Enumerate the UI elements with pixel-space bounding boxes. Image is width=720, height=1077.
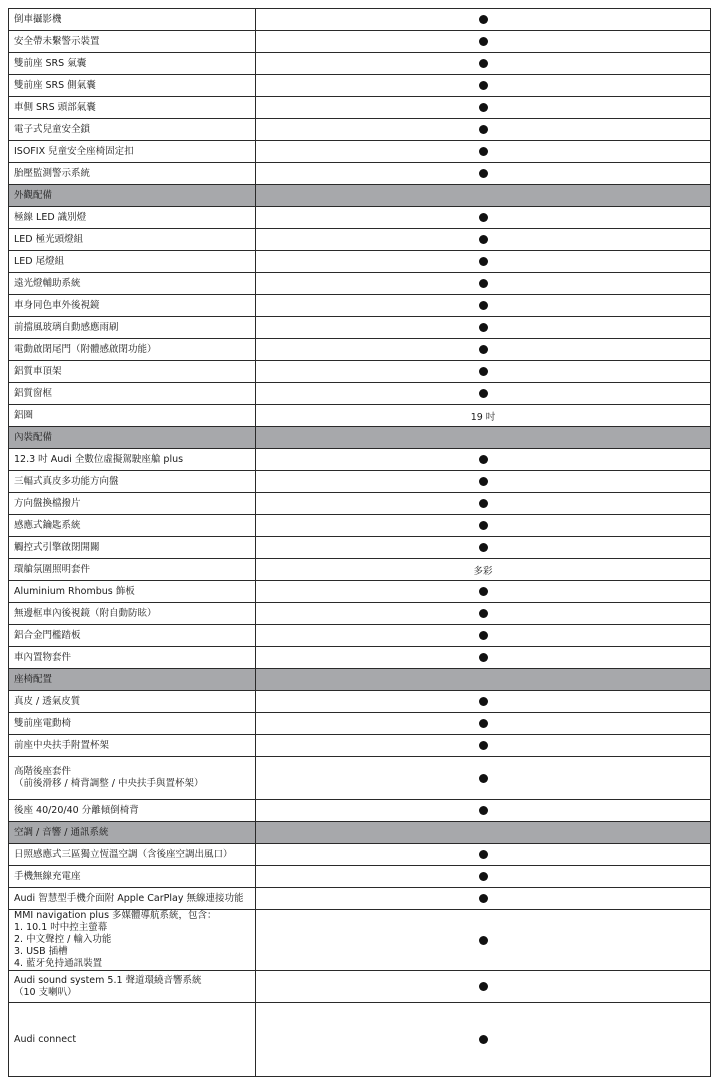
spec-row <box>9 163 711 185</box>
feature-line: 4. 藍牙免持通訊裝置 <box>14 958 103 969</box>
feature-name: 真皮 / 透氣皮質 <box>9 691 256 713</box>
feature-name: 雙前座 SRS 側氣囊 <box>9 75 256 97</box>
standard-dot-icon <box>479 719 488 728</box>
feature-name: 車側 SRS 頭部氣囊 <box>9 97 256 119</box>
spec-value: 19 吋 <box>470 411 496 423</box>
availability-cell <box>256 207 711 229</box>
standard-dot-icon <box>479 279 488 288</box>
availability-cell <box>256 493 711 515</box>
availability-cell <box>256 119 711 141</box>
feature-line: （10 支喇叭） <box>14 986 77 998</box>
spec-row <box>9 866 711 888</box>
feature-name: 電動啟閉尾門（附體感啟閉功能） <box>9 339 256 361</box>
standard-dot-icon <box>479 455 488 464</box>
spec-row <box>9 405 711 427</box>
spec-row <box>9 1003 711 1077</box>
spec-row <box>9 713 711 735</box>
section-blank-cell <box>256 669 711 691</box>
standard-dot-icon <box>479 609 488 618</box>
standard-dot-icon <box>479 125 488 134</box>
spec-table <box>8 8 711 1077</box>
feature-name <box>9 910 256 971</box>
standard-dot-icon <box>479 389 488 398</box>
availability-cell <box>256 75 711 97</box>
availability-cell <box>256 317 711 339</box>
section-header <box>9 822 711 844</box>
feature-name: 日照感應式三區獨立恆溫空調（含後座空調出風口） <box>9 844 256 866</box>
feature-name: 鋁質窗框 <box>9 383 256 405</box>
spec-row <box>9 625 711 647</box>
availability-cell <box>256 9 711 31</box>
feature-line: 高階後座套件 <box>14 766 72 777</box>
section-header <box>9 427 711 449</box>
spec-row <box>9 229 711 251</box>
feature-name: Audi connect <box>9 1003 256 1077</box>
standard-dot-icon <box>479 103 488 112</box>
spec-row <box>9 53 711 75</box>
standard-dot-icon <box>479 774 488 783</box>
spec-row <box>9 559 711 581</box>
standard-dot-icon <box>479 543 488 552</box>
feature-name: Audi 智慧型手機介面附 Apple CarPlay 無線連接功能 <box>9 888 256 910</box>
availability-cell <box>256 449 711 471</box>
standard-dot-icon <box>479 81 488 90</box>
standard-dot-icon <box>479 367 488 376</box>
standard-dot-icon <box>479 894 488 903</box>
spec-row <box>9 31 711 53</box>
feature-line: （前後滑移 / 椅背調整 / 中央扶手與置杯架） <box>14 778 204 789</box>
availability-cell <box>256 647 711 669</box>
standard-dot-icon <box>479 345 488 354</box>
section-title: 座椅配置 <box>9 669 256 691</box>
spec-row <box>9 971 711 1003</box>
availability-cell <box>256 537 711 559</box>
standard-dot-icon <box>479 323 488 332</box>
spec-row <box>9 537 711 559</box>
availability-cell <box>256 295 711 317</box>
standard-dot-icon <box>479 982 488 991</box>
availability-cell <box>256 910 711 971</box>
feature-name: 車身同色車外後視鏡 <box>9 295 256 317</box>
feature-name: 倒車攝影機 <box>9 9 256 31</box>
standard-dot-icon <box>479 631 488 640</box>
spec-table-body <box>9 9 711 1077</box>
availability-cell <box>256 866 711 888</box>
standard-dot-icon <box>479 499 488 508</box>
feature-name: LED 尾燈組 <box>9 251 256 273</box>
feature-name: 12.3 吋 Audi 全數位虛擬駕駛座艙 plus <box>9 449 256 471</box>
feature-name: 前擋風玻璃自動感應雨刷 <box>9 317 256 339</box>
standard-dot-icon <box>479 257 488 266</box>
availability-cell <box>256 229 711 251</box>
availability-cell <box>256 844 711 866</box>
feature-line: MMI navigation plus 多媒體導航系統，包含： <box>14 910 217 921</box>
standard-dot-icon <box>479 936 488 945</box>
availability-cell <box>256 471 711 493</box>
availability-cell <box>256 251 711 273</box>
feature-line: Audi sound system 5.1 聲道環繞音響系統 <box>14 974 202 986</box>
feature-line: 3. USB 插槽 <box>14 946 68 957</box>
feature-name: 電子式兒童安全鎖 <box>9 119 256 141</box>
availability-cell <box>256 141 711 163</box>
feature-name: 車內置物套件 <box>9 647 256 669</box>
feature-name: 鋁圈 <box>9 405 256 427</box>
spec-row <box>9 97 711 119</box>
availability-cell <box>256 273 711 295</box>
spec-row <box>9 383 711 405</box>
spec-row <box>9 141 711 163</box>
availability-cell <box>256 53 711 75</box>
feature-name: 後座 40/20/40 分離傾倒椅背 <box>9 800 256 822</box>
availability-cell <box>256 888 711 910</box>
standard-dot-icon <box>479 37 488 46</box>
feature-name: LED 極光頭燈組 <box>9 229 256 251</box>
availability-cell <box>256 581 711 603</box>
spec-row <box>9 295 711 317</box>
spec-row <box>9 800 711 822</box>
feature-name <box>9 757 256 800</box>
section-blank-cell <box>256 822 711 844</box>
standard-dot-icon <box>479 697 488 706</box>
section-blank-cell <box>256 185 711 207</box>
spec-row <box>9 449 711 471</box>
availability-cell <box>256 757 711 800</box>
feature-name: 遠光燈輔助系統 <box>9 273 256 295</box>
availability-cell <box>256 383 711 405</box>
feature-name: 胎壓監測警示系統 <box>9 163 256 185</box>
feature-name: 鋁合金門檻踏板 <box>9 625 256 647</box>
standard-dot-icon <box>479 587 488 596</box>
section-header <box>9 185 711 207</box>
standard-dot-icon <box>479 741 488 750</box>
standard-dot-icon <box>479 301 488 310</box>
spec-row <box>9 844 711 866</box>
feature-name: 方向盤換檔撥片 <box>9 493 256 515</box>
spec-row <box>9 9 711 31</box>
standard-dot-icon <box>479 1035 488 1044</box>
feature-name: ISOFIX 兒童安全座椅固定扣 <box>9 141 256 163</box>
availability-cell <box>256 1003 711 1077</box>
spec-row <box>9 361 711 383</box>
feature-name: 手機無線充電座 <box>9 866 256 888</box>
feature-line: 2. 中文聲控 / 輸入功能 <box>14 934 112 945</box>
standard-dot-icon <box>479 872 488 881</box>
spec-row <box>9 757 711 800</box>
spec-row <box>9 691 711 713</box>
feature-name: 鋁質車頂架 <box>9 361 256 383</box>
standard-dot-icon <box>479 653 488 662</box>
spec-row <box>9 603 711 625</box>
section-title: 外觀配備 <box>9 185 256 207</box>
spec-row <box>9 910 711 971</box>
availability-cell <box>256 515 711 537</box>
availability-cell <box>256 735 711 757</box>
feature-name: 安全帶未繫警示裝置 <box>9 31 256 53</box>
spec-row <box>9 647 711 669</box>
availability-cell <box>256 97 711 119</box>
availability-cell <box>256 163 711 185</box>
feature-name: 無邊框車內後視鏡（附自動防眩） <box>9 603 256 625</box>
spec-row <box>9 317 711 339</box>
spec-row <box>9 888 711 910</box>
spec-value: 多彩 <box>473 565 493 577</box>
standard-dot-icon <box>479 147 488 156</box>
spec-row <box>9 251 711 273</box>
feature-name: 雙前座 SRS 氣囊 <box>9 53 256 75</box>
feature-name: 前座中央扶手附置杯架 <box>9 735 256 757</box>
standard-dot-icon <box>479 213 488 222</box>
section-title: 空調 / 音響 / 通訊系統 <box>9 822 256 844</box>
availability-cell <box>256 800 711 822</box>
standard-dot-icon <box>479 15 488 24</box>
spec-row <box>9 207 711 229</box>
spec-row <box>9 581 711 603</box>
availability-cell <box>256 625 711 647</box>
standard-dot-icon <box>479 169 488 178</box>
standard-dot-icon <box>479 59 488 68</box>
spec-row <box>9 75 711 97</box>
standard-dot-icon <box>479 477 488 486</box>
spec-row <box>9 493 711 515</box>
standard-dot-icon <box>479 850 488 859</box>
feature-name: 三輻式真皮多功能方向盤 <box>9 471 256 493</box>
availability-cell <box>256 339 711 361</box>
availability-cell <box>256 31 711 53</box>
spec-row <box>9 735 711 757</box>
availability-cell <box>256 691 711 713</box>
availability-cell <box>256 713 711 735</box>
feature-name: 極線 LED 識別燈 <box>9 207 256 229</box>
spec-row <box>9 515 711 537</box>
spec-row <box>9 471 711 493</box>
availability-cell <box>256 603 711 625</box>
availability-cell <box>256 971 711 1003</box>
feature-name: Aluminium Rhombus 飾板 <box>9 581 256 603</box>
section-title: 內裝配備 <box>9 427 256 449</box>
availability-cell <box>256 361 711 383</box>
standard-dot-icon <box>479 521 488 530</box>
standard-dot-icon <box>479 235 488 244</box>
feature-name: 觸控式引擎啟閉開關 <box>9 537 256 559</box>
spec-row <box>9 119 711 141</box>
feature-name: 感應式鑰匙系統 <box>9 515 256 537</box>
section-header <box>9 669 711 691</box>
feature-name: 雙前座電動椅 <box>9 713 256 735</box>
feature-name <box>9 971 256 1003</box>
availability-cell <box>256 405 711 427</box>
feature-line: 1. 10.1 吋中控主螢幕 <box>14 922 108 933</box>
standard-dot-icon <box>479 806 488 815</box>
availability-cell <box>256 559 711 581</box>
section-blank-cell <box>256 427 711 449</box>
spec-row <box>9 339 711 361</box>
feature-name: 環艙氛圍照明套件 <box>9 559 256 581</box>
spec-row <box>9 273 711 295</box>
